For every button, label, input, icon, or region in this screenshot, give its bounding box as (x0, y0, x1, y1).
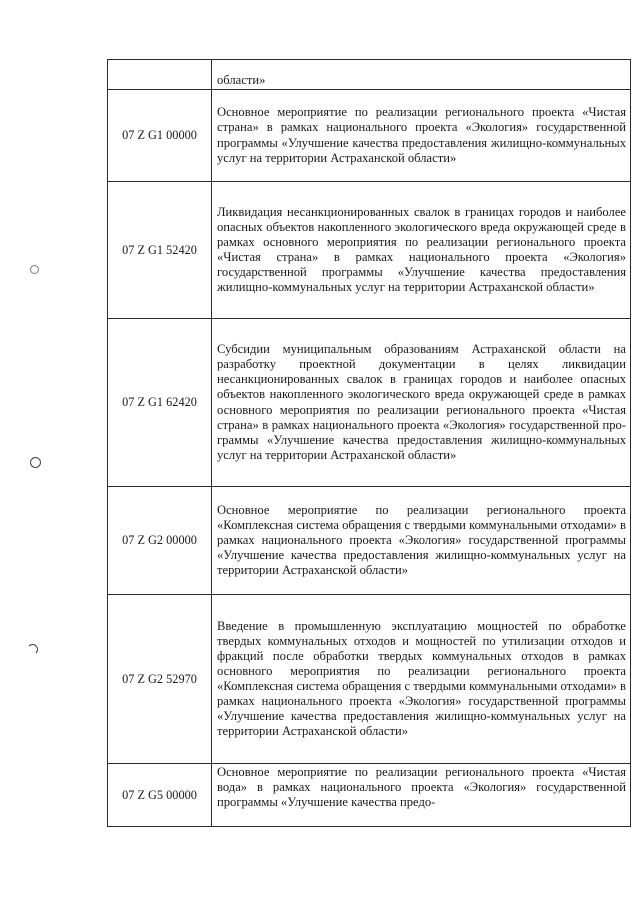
code-cell: 07 Z G2 52970 (108, 595, 212, 764)
code-cell: 07 Z G5 00000 (108, 764, 212, 827)
description-cell: Основное мероприятие по реализации регионального проекта «Комплексная система обращения с твердыми коммунальными отходами» в рамках национального проекта «Экология» государственной программы «Улучшение качества предоставления жилищно-коммунальных услуг на территории Астраханской области» (212, 487, 631, 595)
code-cell: 07 Z G1 00000 (108, 90, 212, 182)
table-row (108, 319, 631, 487)
description-cell: Ликвидация несанкционированных свалок в границах городов и наиболее опасных объектов накопленного экологического вреда окружающей среде в рамках основного мероприятия по реализации регионального проекта «Чистая страна» в рамках национального проекта «Экология» государственной программы «Улучшение качества предоставления жилищно-коммунальных услуг на территории Астраханской области» (212, 182, 631, 319)
budget-classification-table (107, 59, 631, 827)
code-cell: 07 Z G1 52420 (108, 182, 212, 319)
description-cell: Основное мероприятие по реализации регионального проекта «Чистая страна» в рамках национального проекта «Экология» государственной программы «Улучшение качества предоставления жилищно-коммунальных услуг на территории Астраханской области» (212, 90, 631, 182)
table-row (108, 764, 631, 827)
punch-hole-mark (27, 644, 38, 655)
code-cell: 07 Z G2 00000 (108, 487, 212, 595)
code-cell: 07 Z G1 62420 (108, 319, 212, 487)
table-row (108, 182, 631, 319)
description-cell: области» (212, 60, 631, 90)
table-row (108, 487, 631, 595)
table-row (108, 90, 631, 182)
description-cell: Основное мероприятие по реализации регионального проекта «Чистая вода» в рамках национального проекта «Экология» государственной программы «Улучшение качества предо- (212, 764, 631, 827)
code-cell (108, 60, 212, 90)
description-cell: Введение в промышленную эксплуатацию мощностей по обработке твердых коммунальных отходов и мощностей по утилизации отходов и фракций после обработки твердых коммунальных отходов в рамках основного мероприятия по реализации регионального проекта «Комплексная система обращения с твердыми коммунальными отходами» в рамках национального проекта «Экология» государственной программы «Улучшение качества предоставления жилищно-коммунальных услуг на территории Астраханской области» (212, 595, 631, 764)
description-cell: Субсидии муниципальным образованиям Астраханской области на разработку проектной документации в целях ликвидации несанкционированных свалок в границах городов и наиболее опасных объектов накопленного экологического вреда окружающей среде в рамках основного мероприятия по реализации регионального проекта «Чистая страна» в рамках национального проекта «Экология» государственной программы «Улучшение качества предоставления жилищно-коммунальных услуг на территории Астраханской области» (212, 319, 631, 487)
table-row (108, 60, 631, 90)
table-row (108, 595, 631, 764)
punch-hole-mark (30, 265, 39, 274)
punch-hole-mark (30, 457, 41, 468)
